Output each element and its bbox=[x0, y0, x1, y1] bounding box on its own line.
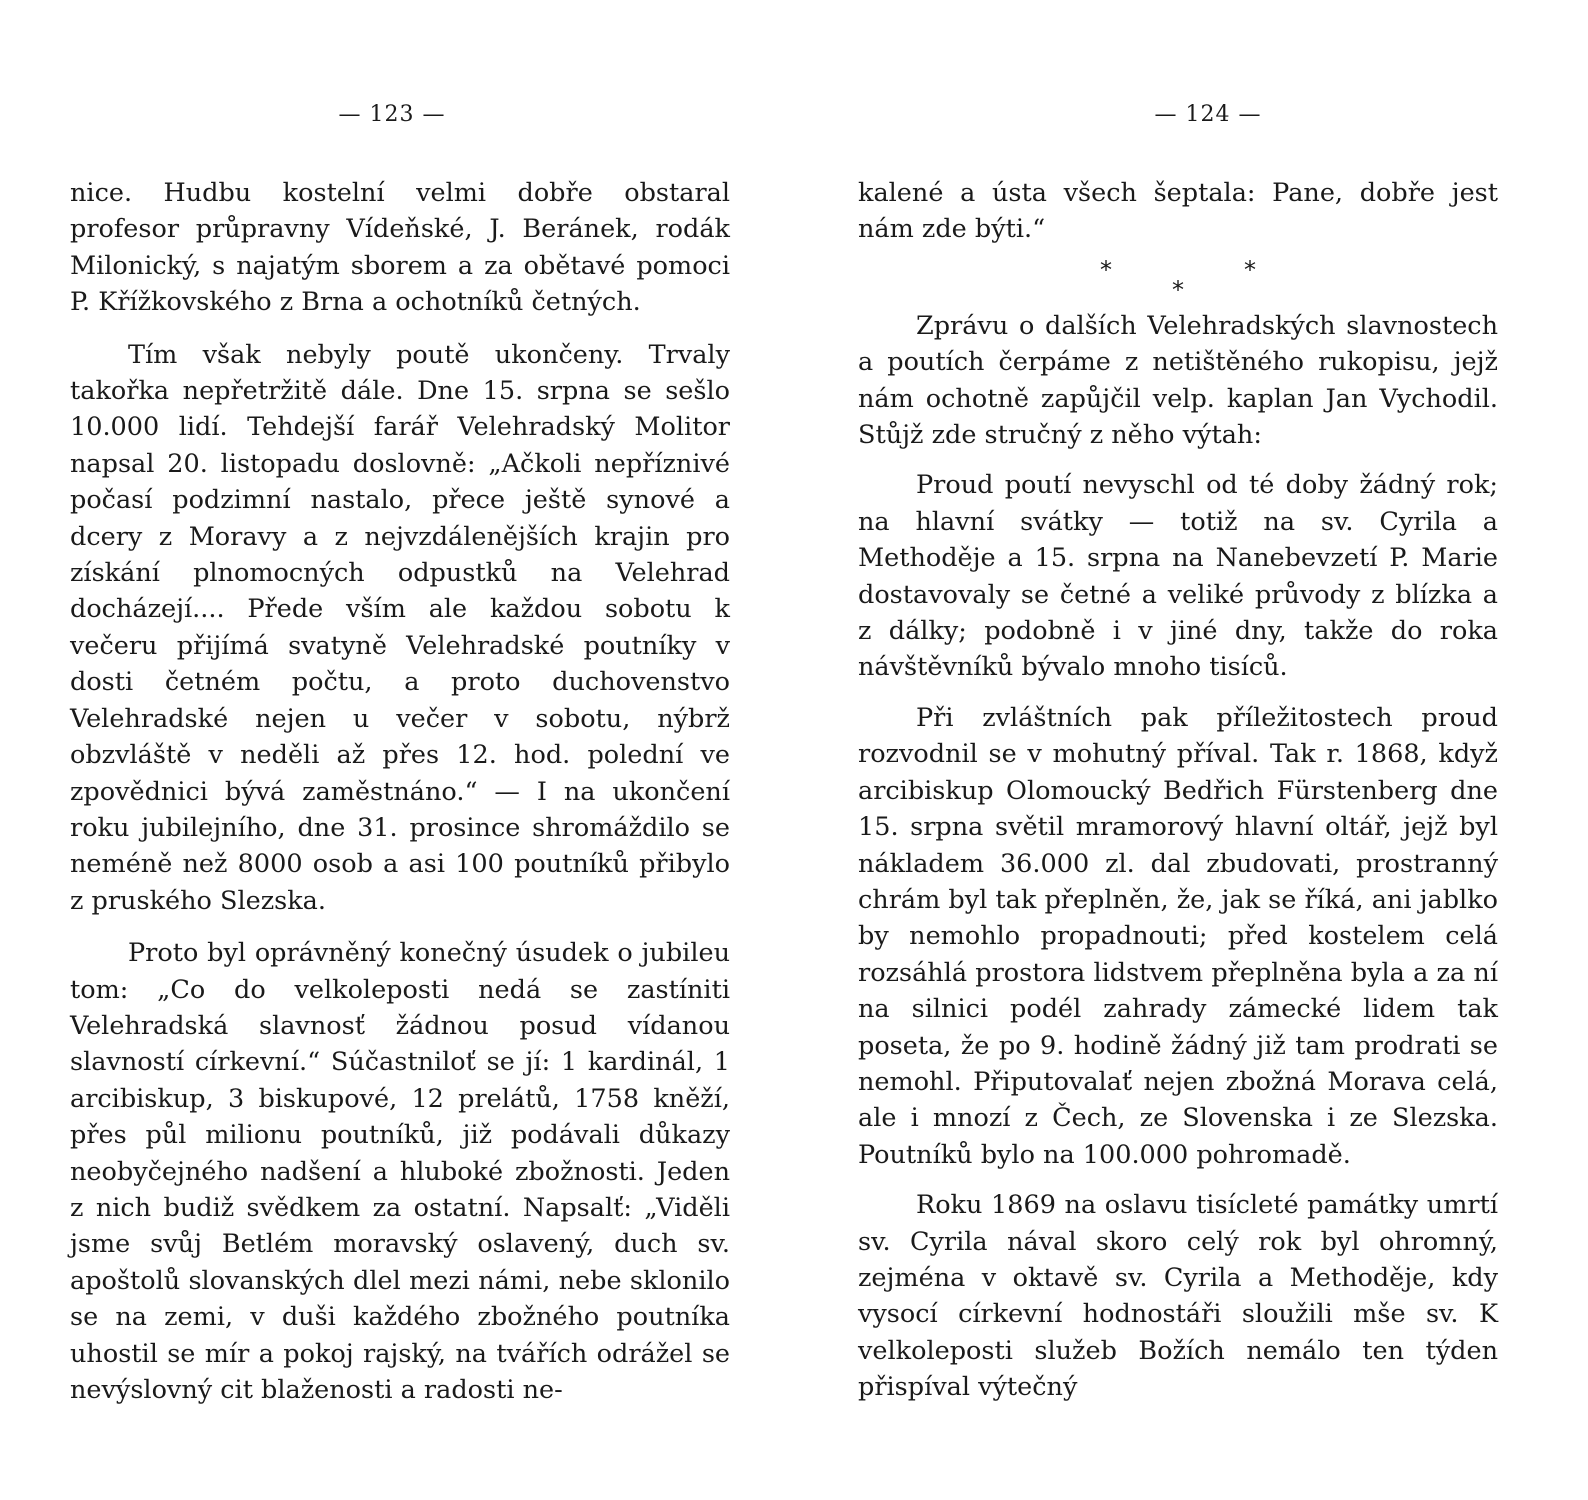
page-number: — 124 — bbox=[1154, 102, 1262, 127]
paragraph: nice. Hudbu kostelní velmi dobře obstaral profesor průpravny Vídeňské, J. Beránek, rodák Milonický, s najatým sborem a za obětavé pomoci P. Křížkovského z Brna a ochotníků četných. bbox=[70, 178, 730, 318]
right-page-text bbox=[858, 175, 1498, 1406]
paragraph: kalené a ústa všech šeptala: Pane, dobře jest nám zde býti.“ bbox=[858, 178, 1498, 245]
paragraph: Při zvláštních pak příležitostech proud rozvodnil se v mohutný příval. Tak r. 1868, když arcibiskup Olomoucký Bedřich Fürstenberg dne 15. srpna světil mramorový hlavní oltář, jejž byl nákladem 36.000 zl. dal zbudovati, prostranný chrám byl tak přeplněn, že, jak se říká, ani jablko by nemohlo propadnouti; před kostelem celá rozsáhlá prostora lidstvem přeplněna byla a za ní na silnici podél zahrady zámecké lidem tak poseta, že po 9. hodině žádný již tam prodrati se nemohl. Připutovalať nejen zbožná Morava celá, ale i mnozí z Čech, ze Slovenska i ze Slezska. Poutníků bylo na 100.000 pohromadě. bbox=[858, 702, 1498, 1170]
asterisk: * bbox=[1244, 255, 1256, 284]
page-number: — 123 — bbox=[338, 102, 446, 127]
paragraph: Zprávu o dalších Velehradských slavnostech a poutích čerpáme z netištěného rukopisu, jejž nám ochotně zapůjčil velp. kaplan Jan Vychodil. Stůjž zde stručný z něho výtah: bbox=[858, 310, 1498, 451]
right-page bbox=[858, 0, 1498, 1500]
paragraph: Proto byl oprávněný konečný úsudek o jubileu tom: „Co do velkoleposti nedá se zastíniti Velehradská slavnosť žádnou posud vídanou slavností církevní.“ Súčastniloť se jí: 1 kardinál, 1 arcibiskup, 3 biskupové, 12 prelátů, 1758 kněží, přes půl milionu poutníků, již podávali důkazy neobyčejného nadšení a hluboké zbožnosti. Jeden z nich budiž svědkem za ostatní. Napsalť: „Viděli jsme svůj Betlém moravský oslavený, duch sv. apoštolů slovanských dlel mezi námi, nebe sklonilo se na zemi, v duši každého zbožného poutníka uhostil se mír a pokoj rajský, na tvářích odrážel se nevýslovný cit blaženosti a radosti ne- bbox=[70, 938, 730, 1405]
asterisk: * bbox=[1172, 275, 1184, 304]
asterisk: * bbox=[1100, 255, 1112, 284]
section-separator bbox=[858, 250, 1498, 306]
paragraph: Tím však nebyly poutě ukončeny. Trvaly takořka nepřetržitě dále. Dne 15. srpna se sešlo 10.000 lidí. Tehdejší farář Velehradský Molitor napsal 20. listopadu doslovně: „Ačkoli nepříznivé počasí podzimní nastalo, přece ještě synové a dcery z Moravy a z nejvzdálenějších krajin pro získání plnomocných odpustků na Velehrad docházejí.... Přede vším ale každou sobotu k večeru přijímá svatyně Velehradské poutníky v dosti četném počtu, a proto duchovenstvo Velehradské nejen u večer v sobotu, nýbrž obzvláště v neděli až přes 12. hod. polední ve zpovědnici bývá zaměstnáno.“ — I na ukončení roku jubilejního, dne 31. prosince shromáždilo se neméně než 8000 osob a asi 100 poutníků přibylo z pruského Slezska. bbox=[70, 339, 730, 916]
left-page-text bbox=[70, 175, 730, 1408]
left-page bbox=[70, 0, 730, 1500]
paragraph: Roku 1869 na oslavu tisícleté památky umrtí sv. Cyrila nával skoro celý rok byl ohromný, zejména v oktavě sv. Cyrila a Methoděje, kdy vysocí církevní hodnostáři sloužili mše sv. K velkoleposti služeb Božích nemálo ten týden přispíval výtečný bbox=[858, 1190, 1498, 1403]
paragraph: Proud poutí nevyschl od té doby žádný rok; na hlavní svátky — totiž na sv. Cyrila a Methoděje a 15. srpna na Nanebevzetí P. Marie dostavovaly se četné a veliké průvody z blízka a z dálky; podobně i v jiné dny, takže do roka návštěvníků bývalo mnoho tisíců. bbox=[858, 470, 1498, 683]
